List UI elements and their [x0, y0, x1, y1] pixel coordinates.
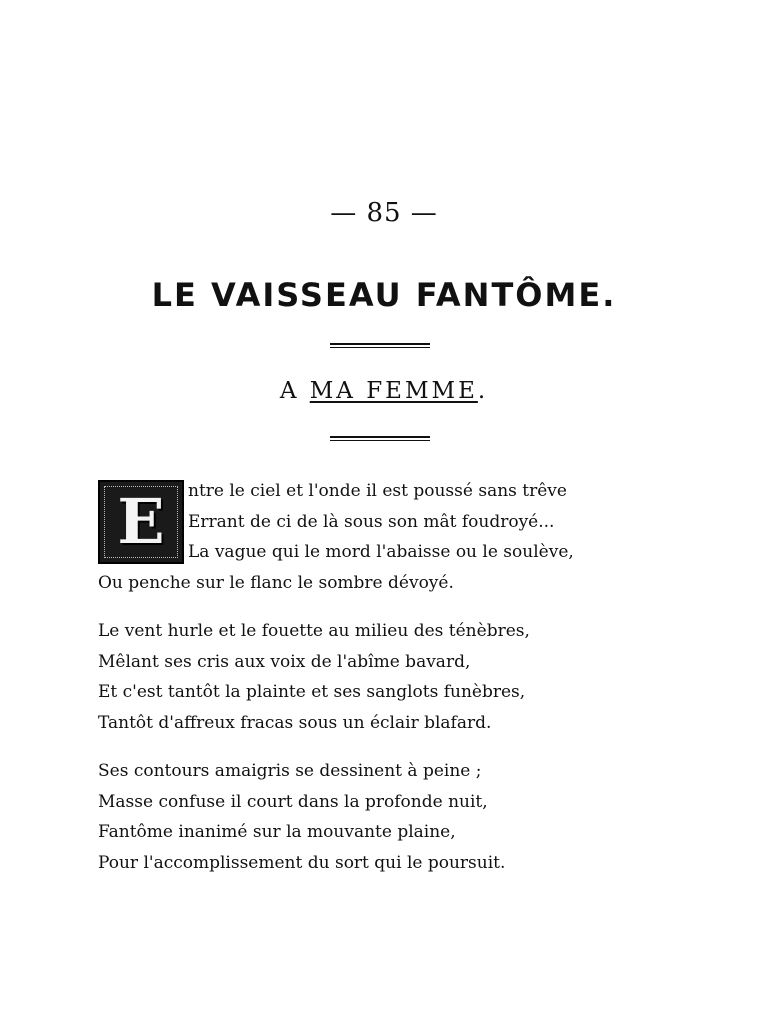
- dedication-suffix: .: [477, 378, 489, 404]
- poem-line: Ou penche sur le flanc le sombre dévoyé.: [98, 572, 454, 593]
- divider-rule-top: [330, 343, 430, 348]
- dedication-name: MA FEMME: [309, 378, 478, 404]
- poem-line: Tantôt d'affreux fracas sous un éclair blafard.: [98, 712, 492, 733]
- dedication: [0, 378, 768, 404]
- poem-line: Et c'est tantôt la plainte et ses sanglots funèbres,: [98, 682, 526, 702]
- poem-line: Mêlant ses cris aux voix de l'abîme bavard,: [98, 651, 471, 672]
- page-number: — 85 —: [330, 198, 438, 228]
- poem-line: Masse confuse il court dans la profonde nuit,: [98, 791, 488, 812]
- divider-rule-bottom: [330, 436, 430, 441]
- poem-title: LE VAISSEAU FANTÔME.: [151, 276, 617, 314]
- poem-line: Ses contours amaigris se dessinent à peine ;: [98, 761, 482, 781]
- dedication-prefix: A: [279, 378, 310, 404]
- poem-body: [98, 476, 698, 896]
- stanza-3: [98, 756, 698, 878]
- drop-cap-letter: E: [117, 485, 165, 558]
- stanza-1: [98, 476, 698, 598]
- poem-line: Le vent hurle et le fouette au milieu des ténèbres,: [98, 621, 530, 641]
- poem-line: Fantôme inanimé sur la mouvante plaine,: [98, 822, 456, 842]
- poem-line: ntre le ciel et l'onde il est poussé sans trêve: [188, 481, 567, 501]
- ornamental-drop-cap: [98, 480, 184, 564]
- poem-line: Errant de ci de là sous son mât foudroyé...: [188, 511, 555, 532]
- poem-line: La vague qui le mord l'abaisse ou le soulève,: [188, 542, 574, 562]
- poem-line: Pour l'accomplissement du sort qui le poursuit.: [98, 852, 506, 873]
- drop-cap-ornament: [104, 486, 178, 558]
- stanza-2: [98, 616, 698, 738]
